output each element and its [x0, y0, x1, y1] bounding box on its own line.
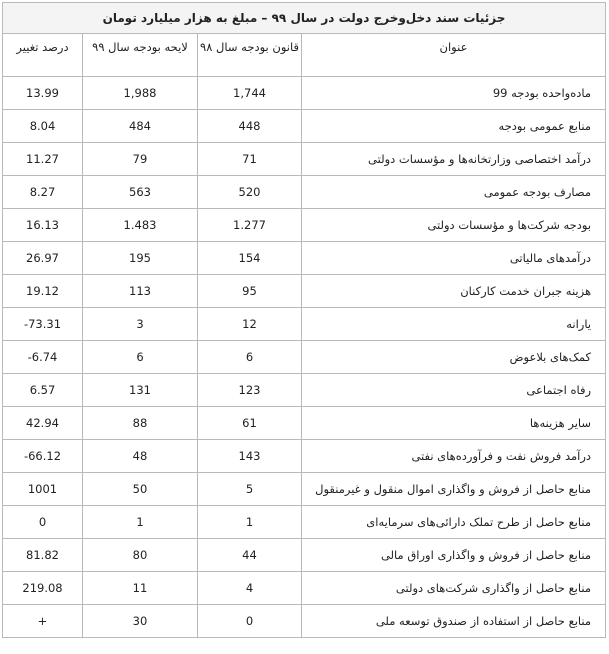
cell-label: مصارف بودجه عمومی [302, 176, 606, 209]
cell-change: 42.94 [3, 407, 83, 440]
cell-change: 19.12 [3, 275, 83, 308]
cell-bill99: 1.483 [83, 209, 198, 242]
table-row [3, 572, 606, 605]
cell-label: کمک‌های بلاعوض [302, 341, 606, 374]
cell-label: درآمد فروش نفت و فرآورده‌های نفتی [302, 440, 606, 473]
header-row [3, 34, 606, 77]
cell-change: 0 [3, 506, 83, 539]
cell-label: منابع عمومی بودجه [302, 110, 606, 143]
cell-law98: 143 [198, 440, 302, 473]
cell-change: + [3, 605, 83, 638]
cell-law98: 12 [198, 308, 302, 341]
cell-change: 26.97 [3, 242, 83, 275]
cell-law98: 71 [198, 143, 302, 176]
table-row [3, 473, 606, 506]
cell-bill99: 80 [83, 539, 198, 572]
cell-label: درآمد اختصاصی وزارتخانه‌ها و مؤسسات دولتی [302, 143, 606, 176]
table-row [3, 374, 606, 407]
table-row [3, 605, 606, 638]
table-row [3, 275, 606, 308]
cell-bill99: 195 [83, 242, 198, 275]
budget-table-container [2, 2, 605, 638]
cell-bill99: 131 [83, 374, 198, 407]
cell-bill99: 88 [83, 407, 198, 440]
cell-change: -73.31 [3, 308, 83, 341]
cell-label: منابع حاصل از استفاده از صندوق توسعه ملی [302, 605, 606, 638]
cell-bill99: 79 [83, 143, 198, 176]
cell-law98: 61 [198, 407, 302, 440]
table-row [3, 440, 606, 473]
table-row [3, 209, 606, 242]
header-bill99: لایحه بودجه سال ۹۹ [83, 34, 198, 77]
cell-law98: 95 [198, 275, 302, 308]
cell-bill99: 113 [83, 275, 198, 308]
cell-bill99: 50 [83, 473, 198, 506]
cell-change: 16.13 [3, 209, 83, 242]
cell-change: 1001 [3, 473, 83, 506]
cell-bill99: 30 [83, 605, 198, 638]
table-row [3, 539, 606, 572]
cell-bill99: 484 [83, 110, 198, 143]
cell-change: -6.74 [3, 341, 83, 374]
cell-label: درآمدهای مالیاتی [302, 242, 606, 275]
cell-law98: 520 [198, 176, 302, 209]
cell-label: هزینه جبران خدمت کارکنان [302, 275, 606, 308]
table-row [3, 143, 606, 176]
cell-bill99: 1 [83, 506, 198, 539]
cell-change: 81.82 [3, 539, 83, 572]
budget-table [2, 2, 606, 638]
header-law98: قانون بودجه سال ۹۸ [198, 34, 302, 77]
cell-label: ماده‌واحده بودجه 99 [302, 77, 606, 110]
cell-change: 13.99 [3, 77, 83, 110]
table-title: جزئیات سند دخل‌وخرج دولت در سال ۹۹ – مبلغ به هزار میلیارد تومان [3, 3, 606, 34]
cell-law98: 1,744 [198, 77, 302, 110]
cell-law98: 154 [198, 242, 302, 275]
cell-bill99: 6 [83, 341, 198, 374]
cell-bill99: 3 [83, 308, 198, 341]
cell-bill99: 1,988 [83, 77, 198, 110]
cell-label: منابع حاصل از طرح تملک دارائی‌های سرمایه‌ای [302, 506, 606, 539]
cell-bill99: 563 [83, 176, 198, 209]
table-row [3, 176, 606, 209]
cell-bill99: 11 [83, 572, 198, 605]
header-label: عنوان [302, 34, 606, 77]
table-row [3, 242, 606, 275]
table-row [3, 77, 606, 110]
cell-label: سایر هزینه‌ها [302, 407, 606, 440]
cell-label: منابع حاصل از فروش و واگذاری اموال منقول و غیرمنقول [302, 473, 606, 506]
cell-law98: 1 [198, 506, 302, 539]
cell-label: بودجه شرکت‌ها و مؤسسات دولتی [302, 209, 606, 242]
cell-law98: 0 [198, 605, 302, 638]
cell-change: 6.57 [3, 374, 83, 407]
table-row [3, 308, 606, 341]
table-row [3, 110, 606, 143]
cell-change: 8.04 [3, 110, 83, 143]
cell-label: منابع حاصل از فروش و واگذاری اوراق مالی [302, 539, 606, 572]
cell-law98: 123 [198, 374, 302, 407]
cell-law98: 44 [198, 539, 302, 572]
cell-law98: 1.277 [198, 209, 302, 242]
cell-change: 8.27 [3, 176, 83, 209]
cell-label: یارانه [302, 308, 606, 341]
cell-law98: 448 [198, 110, 302, 143]
cell-law98: 4 [198, 572, 302, 605]
cell-law98: 6 [198, 341, 302, 374]
table-row [3, 506, 606, 539]
cell-label: منابع حاصل از واگذاری شرکت‌های دولتی [302, 572, 606, 605]
cell-change: -66.12 [3, 440, 83, 473]
table-row [3, 341, 606, 374]
cell-label: رفاه اجتماعی [302, 374, 606, 407]
table-row [3, 407, 606, 440]
cell-bill99: 48 [83, 440, 198, 473]
cell-change: 11.27 [3, 143, 83, 176]
header-change: درصد تغییر [3, 34, 83, 77]
cell-law98: 5 [198, 473, 302, 506]
cell-change: 219.08 [3, 572, 83, 605]
